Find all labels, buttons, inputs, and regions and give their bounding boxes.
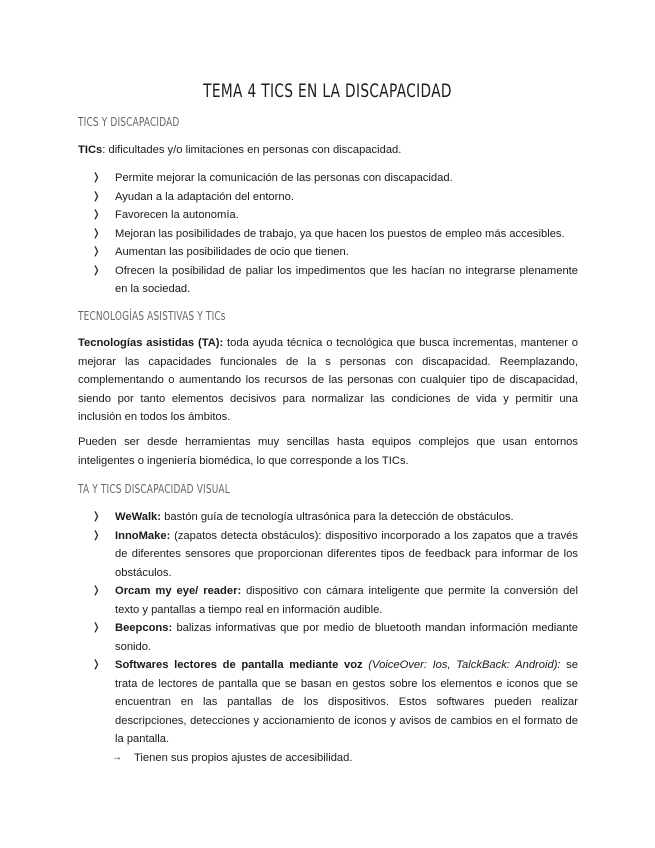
- list-item: ❭ Favorecen la autonomía.: [92, 206, 578, 225]
- list-item: ❭ Ofrecen la posibilidad de paliar los impedimentos que les hacían no integrarse plenamente en la sociedad.: [92, 262, 578, 299]
- list-item: ❭ Aumentan las posibilidades de ocio que tienen.: [92, 243, 578, 262]
- bullet-icon: ❭: [92, 227, 101, 239]
- section-heading-tics: TICS Y DISCAPACIDAD: [78, 114, 180, 129]
- ta-definition: [78, 334, 578, 427]
- bullet-icon: ❭: [92, 529, 101, 541]
- list-item: ❭ Permite mejorar la comunicación de las personas con discapacidad.: [92, 169, 578, 188]
- bullet-icon: ❭: [92, 585, 101, 596]
- tics-benefits-list: [92, 169, 578, 299]
- tics-definition: [78, 141, 578, 160]
- list-item: ❭ InnoMake: (zapatos detecta obstáculos): dispositivo incorporado a los zapatos que a través de diferentes sensores que proporcionan diferentes tipos de feedback para informar de los obstáculos.: [92, 527, 578, 583]
- section-heading-visual: TA Y TICS DISCAPACIDAD VISUAL: [78, 481, 230, 496]
- tics-term: TICs: [78, 144, 103, 156]
- tics-definition-text: : dificultades y/o limitaciones en personas con discapacidad.: [102, 144, 402, 156]
- list-item: ❭ WeWalk: bastón guía de tecnología ultrasónica para la detección de obstáculos.: [92, 508, 578, 527]
- arrow-icon: →: [112, 751, 122, 763]
- page-title: TEMA 4 TICS EN LA DISCAPACIDAD: [203, 80, 452, 102]
- bullet-icon: ❭: [92, 246, 101, 257]
- sub-list-item: → Tienen sus propios ajustes de accesibilidad.: [112, 749, 578, 768]
- ta-term: Tecnologías asistidas (TA):: [78, 337, 224, 349]
- list-item: ❭ Beepcons: balizas informativas que por medio de bluetooth mandan información mediante sonido.: [92, 619, 578, 656]
- bullet-icon: ❭: [92, 622, 101, 633]
- list-item: ❭ Ayudan a la adaptación del entorno.: [92, 188, 578, 207]
- bullet-icon: ❭: [92, 190, 101, 202]
- bullet-icon: ❭: [92, 659, 101, 670]
- bullet-icon: ❭: [92, 264, 101, 276]
- bullet-icon: ❭: [92, 172, 101, 183]
- bullet-icon: ❭: [92, 511, 101, 522]
- list-item: ❭ Mejoran las posibilidades de trabajo, ya que hacen los puestos de empleo más accesibles.: [92, 225, 578, 244]
- bullet-icon: ❭: [92, 209, 101, 220]
- list-item: ❭ Orcam my eye/ reader: dispositivo con cámara inteligente que permite la conversión del texto y pantallas a tiempo real en información audible.: [92, 582, 578, 619]
- visual-devices-list: [92, 508, 578, 767]
- ta-definition-text: toda ayuda técnica o tecnológica que busca incrementas, mantener o mejorar las capacidades funcionales de la s personas con discapacidad. Reemplazando, complementando o aumentando los recursos de las personas con cualquier tipo de discapacidad, siendo por tanto elementos decisivos para normalizar las condiciones de vida y permitir una inclusión en todos los ámbitos.: [78, 337, 578, 423]
- ta-range-paragraph: Pueden ser desde herramientas muy sencillas hasta equipos complejos que usan entornos inteligentes o ingeniería biomédica, lo que corresponde a los TICs.: [78, 436, 578, 467]
- list-item: ❭ Softwares lectores de pantalla mediante voz (VoiceOver: Ios, TalckBack: Android): se trata de lectores de pantalla que se basan en gestos sobre los elementos e iconos que se encuentran en las pantallas de los dispositivos. Estos softwares pueden realizar descripciones, detecciones y accionamiento de iconos y avisos de cambios en el formato de la pantalla.: [92, 656, 578, 749]
- section-heading-tecnologias: TECNOLOGÍAS ASISTIVAS Y TICs: [78, 308, 226, 323]
